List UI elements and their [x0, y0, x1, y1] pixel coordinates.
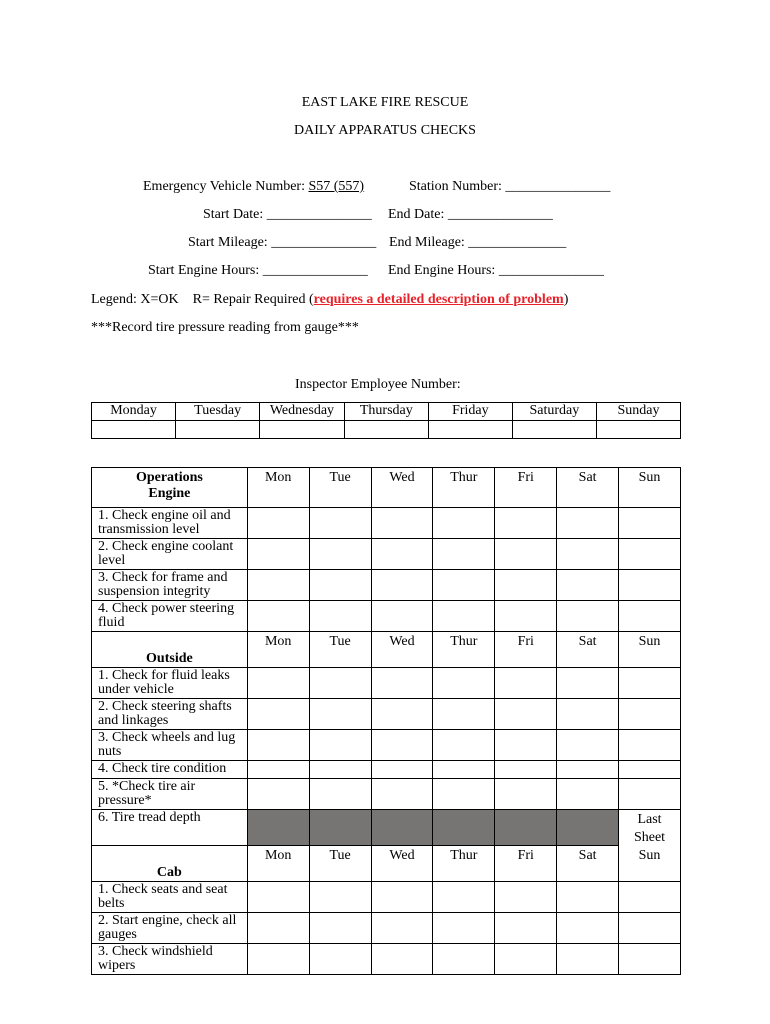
- check-cell[interactable]: [433, 730, 495, 761]
- inspector-cell[interactable]: [428, 421, 512, 439]
- day-header: Sat: [557, 468, 619, 508]
- check-item: 2. Check steering shafts and linkages: [92, 699, 248, 730]
- check-cell[interactable]: [371, 761, 433, 779]
- day-header: Mon: [247, 846, 309, 882]
- check-item: 2. Start engine, check all gauges: [92, 913, 248, 944]
- check-cell[interactable]: [247, 913, 309, 944]
- check-cell[interactable]: [247, 539, 309, 570]
- check-item: 3. Check windshield wipers: [92, 944, 248, 975]
- check-cell[interactable]: [619, 761, 681, 779]
- check-cell[interactable]: [309, 668, 371, 699]
- vehicle-label: Emergency Vehicle Number:: [143, 179, 305, 194]
- table-row: [92, 508, 681, 539]
- legend-repair-emphasis: requires a detailed description of problem: [313, 292, 564, 307]
- check-cell[interactable]: [557, 882, 619, 913]
- table-row: [92, 730, 681, 761]
- day-header: Mon: [247, 468, 309, 508]
- shaded-cell: [309, 810, 371, 846]
- check-cell[interactable]: [557, 779, 619, 810]
- check-cell[interactable]: [433, 779, 495, 810]
- day-header: Sun: [638, 848, 661, 863]
- legend-repair: R= Repair Required (: [192, 292, 314, 307]
- check-cell[interactable]: [433, 570, 495, 601]
- check-cell[interactable]: [557, 601, 619, 632]
- check-cell[interactable]: [433, 539, 495, 570]
- day-header: Tue: [309, 632, 371, 668]
- check-cell[interactable]: [433, 601, 495, 632]
- check-item: 3. Check wheels and lug nuts: [92, 730, 248, 761]
- check-cell[interactable]: [495, 601, 557, 632]
- check-cell[interactable]: [247, 508, 309, 539]
- check-cell[interactable]: [433, 882, 495, 913]
- check-item: 5. *Check tire air pressure*: [92, 779, 248, 810]
- table-row: [92, 601, 681, 632]
- check-item: 2. Check engine coolant level: [92, 539, 248, 570]
- day-header: Sat: [557, 846, 619, 882]
- check-cell[interactable]: [495, 882, 557, 913]
- check-cell[interactable]: [619, 779, 681, 810]
- last-sheet-label: Last Sheet: [633, 812, 666, 845]
- day-header: Sat: [557, 632, 619, 668]
- check-cell[interactable]: [309, 779, 371, 810]
- day-header: Mon: [247, 632, 309, 668]
- check-item: 1. Check engine oil and transmission level: [92, 508, 248, 539]
- check-cell[interactable]: [619, 730, 681, 761]
- day-header: Wed: [371, 468, 433, 508]
- check-cell[interactable]: [619, 882, 681, 913]
- check-cell[interactable]: [557, 944, 619, 975]
- operations-engine-header: [92, 468, 248, 508]
- check-cell[interactable]: [371, 539, 433, 570]
- check-cell[interactable]: [247, 699, 309, 730]
- check-cell[interactable]: [495, 539, 557, 570]
- table-row: [92, 632, 681, 668]
- check-cell[interactable]: [309, 730, 371, 761]
- check-cell[interactable]: [371, 779, 433, 810]
- check-cell[interactable]: [371, 601, 433, 632]
- check-cell[interactable]: [371, 913, 433, 944]
- inspector-cell[interactable]: [596, 421, 680, 439]
- start-engine-hours: Start Engine Hours: _______________: [148, 263, 368, 278]
- check-item: 4. Check power steering fluid: [92, 601, 248, 632]
- last-sheet-cell: [619, 810, 681, 882]
- cab-title: Cab: [92, 846, 248, 882]
- table-row: [92, 846, 681, 882]
- check-cell[interactable]: [247, 779, 309, 810]
- start-mileage: Start Mileage: _______________: [188, 235, 377, 250]
- check-cell[interactable]: [309, 699, 371, 730]
- check-cell[interactable]: [495, 730, 557, 761]
- table-row: [92, 570, 681, 601]
- day-header: Tue: [309, 468, 371, 508]
- legend: [91, 292, 568, 308]
- day-header: Monday: [92, 403, 176, 421]
- check-cell[interactable]: [247, 730, 309, 761]
- check-cell[interactable]: [433, 508, 495, 539]
- check-cell[interactable]: [557, 761, 619, 779]
- check-cell[interactable]: [557, 730, 619, 761]
- inspector-cell[interactable]: [344, 421, 428, 439]
- vehicle-value: S57 (557): [308, 179, 365, 194]
- table-row: [92, 468, 681, 508]
- check-cell[interactable]: [247, 882, 309, 913]
- outside-title: Outside: [92, 632, 248, 668]
- shaded-cell: [433, 810, 495, 846]
- day-header: Thur: [433, 846, 495, 882]
- check-cell[interactable]: [309, 944, 371, 975]
- check-cell[interactable]: [619, 539, 681, 570]
- check-cell[interactable]: [619, 570, 681, 601]
- shaded-cell: [371, 810, 433, 846]
- table-row: [92, 403, 681, 421]
- table-row: [92, 882, 681, 913]
- check-cell[interactable]: [371, 508, 433, 539]
- check-item: 3. Check for frame and suspension integrity: [92, 570, 248, 601]
- check-cell[interactable]: [247, 570, 309, 601]
- check-item: 1. Check for fluid leaks under vehicle: [92, 668, 248, 699]
- day-header: Sun: [619, 632, 681, 668]
- table-row: [92, 668, 681, 699]
- check-cell[interactable]: [371, 699, 433, 730]
- check-item: 4. Check tire condition: [92, 761, 248, 779]
- check-cell[interactable]: [309, 508, 371, 539]
- table-row: [92, 810, 681, 846]
- shaded-cell: [557, 810, 619, 846]
- check-cell[interactable]: [495, 944, 557, 975]
- table-row: [92, 779, 681, 810]
- check-cell[interactable]: [247, 601, 309, 632]
- check-cell[interactable]: [371, 668, 433, 699]
- engine-title: Engine: [148, 486, 191, 501]
- day-header: Fri: [495, 468, 557, 508]
- check-cell[interactable]: [557, 570, 619, 601]
- day-header: Sunday: [596, 403, 680, 421]
- org-name: EAST LAKE FIRE RESCUE: [301, 95, 469, 110]
- check-cell[interactable]: [309, 882, 371, 913]
- day-header: Wednesday: [260, 403, 345, 421]
- inspector-cell[interactable]: [176, 421, 260, 439]
- day-header: Thur: [433, 632, 495, 668]
- check-cell[interactable]: [433, 761, 495, 779]
- check-cell[interactable]: [495, 668, 557, 699]
- check-cell[interactable]: [619, 508, 681, 539]
- day-header: Friday: [428, 403, 512, 421]
- check-cell[interactable]: [495, 761, 557, 779]
- day-header: Wed: [371, 846, 433, 882]
- day-header: Fri: [495, 846, 557, 882]
- shaded-cell: [495, 810, 557, 846]
- check-cell[interactable]: [309, 761, 371, 779]
- day-header: Sun: [619, 468, 681, 508]
- check-cell[interactable]: [371, 570, 433, 601]
- check-cell[interactable]: [619, 944, 681, 975]
- check-cell[interactable]: [557, 699, 619, 730]
- inspector-cell[interactable]: [92, 421, 176, 439]
- legend-repair-close: ): [563, 292, 569, 307]
- check-cell[interactable]: [247, 944, 309, 975]
- check-cell[interactable]: [309, 539, 371, 570]
- day-header: Thursday: [344, 403, 428, 421]
- check-cell[interactable]: [371, 730, 433, 761]
- table-row: [92, 421, 681, 439]
- check-cell[interactable]: [433, 668, 495, 699]
- day-header: Saturday: [512, 403, 596, 421]
- legend-ok: Legend: X=OK: [91, 292, 179, 307]
- day-header: Tuesday: [176, 403, 260, 421]
- check-cell[interactable]: [557, 913, 619, 944]
- table-row: [92, 913, 681, 944]
- operations-title: Operations: [135, 470, 203, 485]
- check-cell[interactable]: [619, 913, 681, 944]
- check-cell[interactable]: [619, 699, 681, 730]
- check-item: 1. Check seats and seat belts: [92, 882, 248, 913]
- day-header: Tue: [309, 846, 371, 882]
- table-row: [92, 539, 681, 570]
- end-date: End Date: _______________: [388, 207, 553, 222]
- inspector-cell[interactable]: [512, 421, 596, 439]
- check-cell[interactable]: [619, 668, 681, 699]
- check-cell[interactable]: [371, 882, 433, 913]
- check-cell[interactable]: [557, 508, 619, 539]
- check-cell[interactable]: [371, 944, 433, 975]
- form-title: DAILY APPARATUS CHECKS: [294, 123, 476, 138]
- table-row: [92, 761, 681, 779]
- check-cell[interactable]: [247, 668, 309, 699]
- tire-pressure-note: ***Record tire pressure reading from gauge***: [91, 320, 359, 335]
- day-header: Fri: [495, 632, 557, 668]
- check-cell[interactable]: [309, 913, 371, 944]
- check-cell[interactable]: [619, 601, 681, 632]
- station-number: Station Number: _______________: [409, 179, 611, 194]
- check-item: 6. Tire tread depth: [92, 810, 248, 846]
- table-row: [92, 699, 681, 730]
- check-cell[interactable]: [309, 570, 371, 601]
- check-cell[interactable]: [247, 761, 309, 779]
- vehicle-number: [143, 179, 364, 195]
- end-engine-hours: End Engine Hours: _______________: [388, 263, 604, 278]
- day-header: Thur: [433, 468, 495, 508]
- table-row: [92, 944, 681, 975]
- check-cell[interactable]: [557, 668, 619, 699]
- start-date: Start Date: _______________: [203, 207, 372, 222]
- check-cell[interactable]: [433, 944, 495, 975]
- check-cell[interactable]: [433, 913, 495, 944]
- shaded-cell: [247, 810, 309, 846]
- check-cell[interactable]: [495, 699, 557, 730]
- check-cell[interactable]: [433, 699, 495, 730]
- check-cell[interactable]: [495, 779, 557, 810]
- check-cell[interactable]: [309, 601, 371, 632]
- check-cell[interactable]: [495, 570, 557, 601]
- inspector-cell[interactable]: [260, 421, 345, 439]
- check-cell[interactable]: [557, 539, 619, 570]
- end-mileage: End Mileage: ______________: [389, 235, 567, 250]
- day-header: Wed: [371, 632, 433, 668]
- inspector-label: Inspector Employee Number:: [295, 377, 461, 392]
- inspector-days-table: [91, 402, 681, 439]
- operations-table: [91, 467, 681, 975]
- check-cell[interactable]: [495, 508, 557, 539]
- check-cell[interactable]: [495, 913, 557, 944]
